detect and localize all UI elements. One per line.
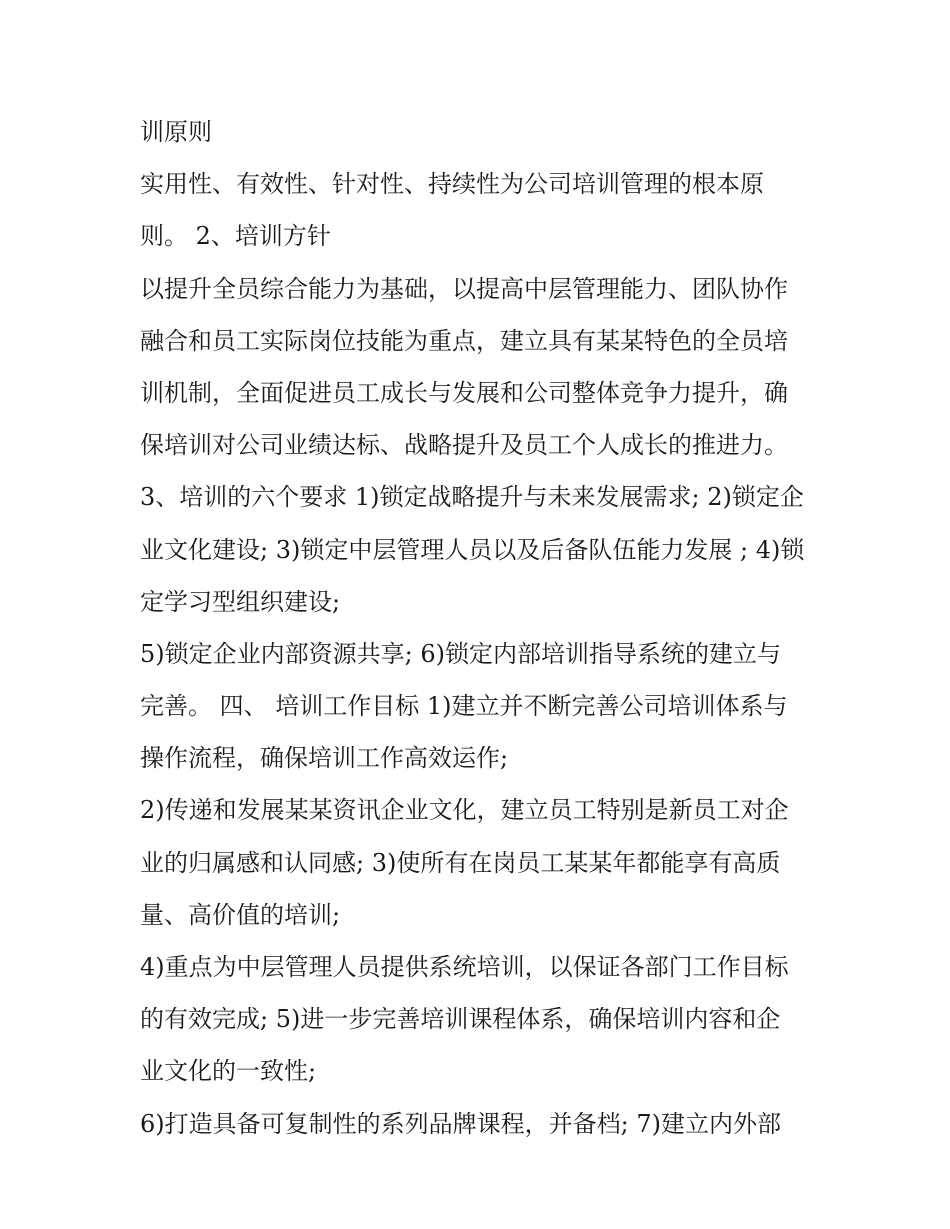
text-line: 则。 2、培训方针 bbox=[140, 222, 331, 251]
text-line: 业的归属感和认同感; 3)使所有在岗员工某某年都能享有高质 bbox=[140, 848, 781, 877]
text-line: 完善。 四、 培训工作目标 1)建立并不断完善公司培训体系与 bbox=[140, 692, 788, 721]
text-line: 4)重点为中层管理人员提供系统培训，以保证各部门工作目标 bbox=[140, 953, 789, 981]
text-line: 2)传递和发展某某资讯企业文化，建立员工特别是新员工对企 bbox=[140, 796, 789, 825]
text-line: 的有效完成; 5)进一步完善培训课程体系，确保培训内容和企 bbox=[140, 1005, 781, 1034]
text-line: 5)锁定企业内部资源共享; 6)锁定内部培训指导系统的建立与 bbox=[140, 639, 781, 668]
text-line: 融合和员工实际岗位技能为重点，建立具有某某特色的全员培 bbox=[140, 326, 788, 355]
text-line: 业文化的一致性; bbox=[140, 1057, 317, 1086]
text-line: 定学习型组织建设; bbox=[140, 587, 341, 616]
text-line: 实用性、有效性、针对性、持续性为公司培训管理的根本原 bbox=[140, 170, 764, 199]
text-line: 训机制，全面促进员工成长与发展和公司整体竞争力提升，确 bbox=[140, 378, 788, 407]
document-body bbox=[140, 106, 840, 1150]
text-line: 保培训对公司业绩达标、战略提升及员工个人成长的推进力。 bbox=[140, 431, 788, 460]
text-line: 3、培训的六个要求 1)锁定战略提升与未来发展需求; 2)锁定企 bbox=[140, 483, 804, 512]
text-line: 操作流程，确保培训工作高效运作; bbox=[140, 744, 509, 773]
text-line: 业文化建设; 3)锁定中层管理人员以及后备队伍能力发展 ; 4)锁 bbox=[140, 535, 805, 564]
text-line: 6)打造具备可复制性的系列品牌课程，并备档; 7)建立内外部 bbox=[140, 1109, 781, 1138]
text-line: 量、高价值的培训; bbox=[140, 900, 341, 929]
text-line: 训原则 bbox=[140, 118, 212, 146]
text-line: 以提升全员综合能力为基础，以提高中层管理能力、团队协作 bbox=[140, 274, 788, 303]
